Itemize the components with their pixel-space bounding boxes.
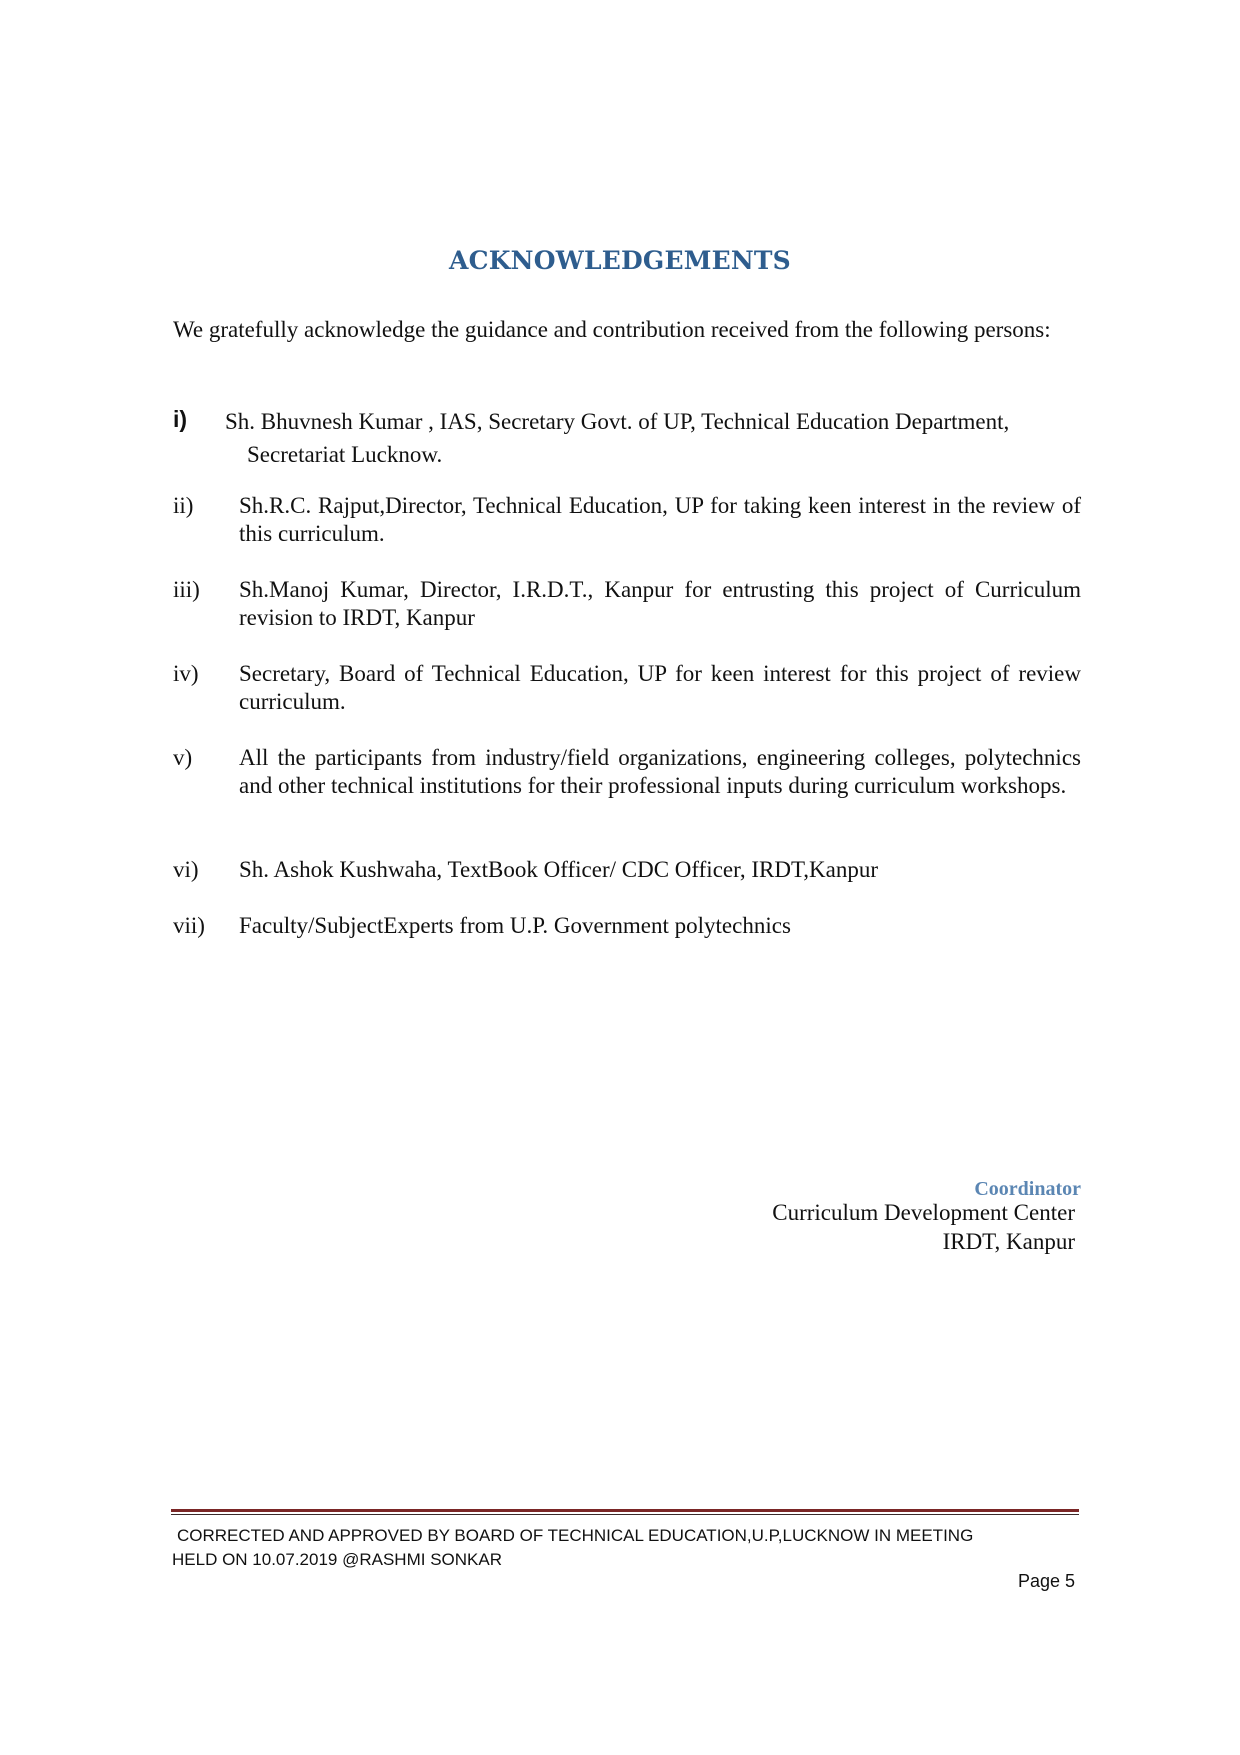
list-item-number: vi): [173, 857, 199, 882]
list-item-text: Sh.R.C. Rajput,Director, Technical Education, UP for taking keen interest in the review of this curriculum.: [239, 493, 1081, 546]
footer-rule-thin: [171, 1514, 1079, 1515]
list-item-text: Faculty/SubjectExperts from U.P. Government polytechnics: [239, 913, 791, 938]
page-title: ACKNOWLEDGEMENTS: [449, 246, 791, 275]
list-item-text-line1: Sh. Bhuvnesh Kumar , IAS, Secretary Govt. of UP, Technical Education Department,: [225, 409, 1010, 434]
footer-rule: [171, 1509, 1079, 1512]
signature-line1: Curriculum Development Center: [772, 1200, 1075, 1225]
list-item-text: Sh. Ashok Kushwaha, TextBook Officer/ CDC Officer, IRDT,Kanpur: [239, 857, 879, 882]
list-item-number: vii): [173, 913, 205, 938]
list-item-number: ii): [173, 493, 194, 518]
list-item-text: [225, 405, 1081, 471]
footer-line1: CORRECTED AND APPROVED BY BOARD OF TECHNICAL EDUCATION,U.P,LUCKNOW IN MEETING: [177, 1526, 974, 1545]
footer-note: [172, 1524, 1072, 1572]
page-number: Page 5: [1017, 1571, 1075, 1591]
list-item-number: i): [173, 406, 188, 432]
footer-line2: HELD ON 10.07.2019 @RASHMI SONKAR: [172, 1550, 502, 1569]
list-item-text: Secretary, Board of Technical Education, UP for keen interest for this project of review curriculum.: [239, 661, 1081, 714]
list-item-text: All the participants from industry/field organizations, engineering colleges, polytechnics and other technical institutions for their professional inputs during curriculum workshops.: [239, 745, 1081, 798]
list-item-text-line2: Secretariat Lucknow.: [247, 442, 443, 467]
intro-paragraph: We gratefully acknowledge the guidance and contribution received from the following persons:: [173, 317, 1051, 342]
signature-role: Coordinator: [974, 1178, 1081, 1200]
signature-line2: IRDT, Kanpur: [942, 1229, 1075, 1254]
list-item-number: iii): [173, 577, 200, 602]
list-item-number: iv): [173, 661, 199, 686]
list-item-text: Sh.Manoj Kumar, Director, I.R.D.T., Kanpur for entrusting this project of Curriculum revision to IRDT, Kanpur: [239, 577, 1081, 630]
list-item-number: v): [173, 745, 193, 770]
